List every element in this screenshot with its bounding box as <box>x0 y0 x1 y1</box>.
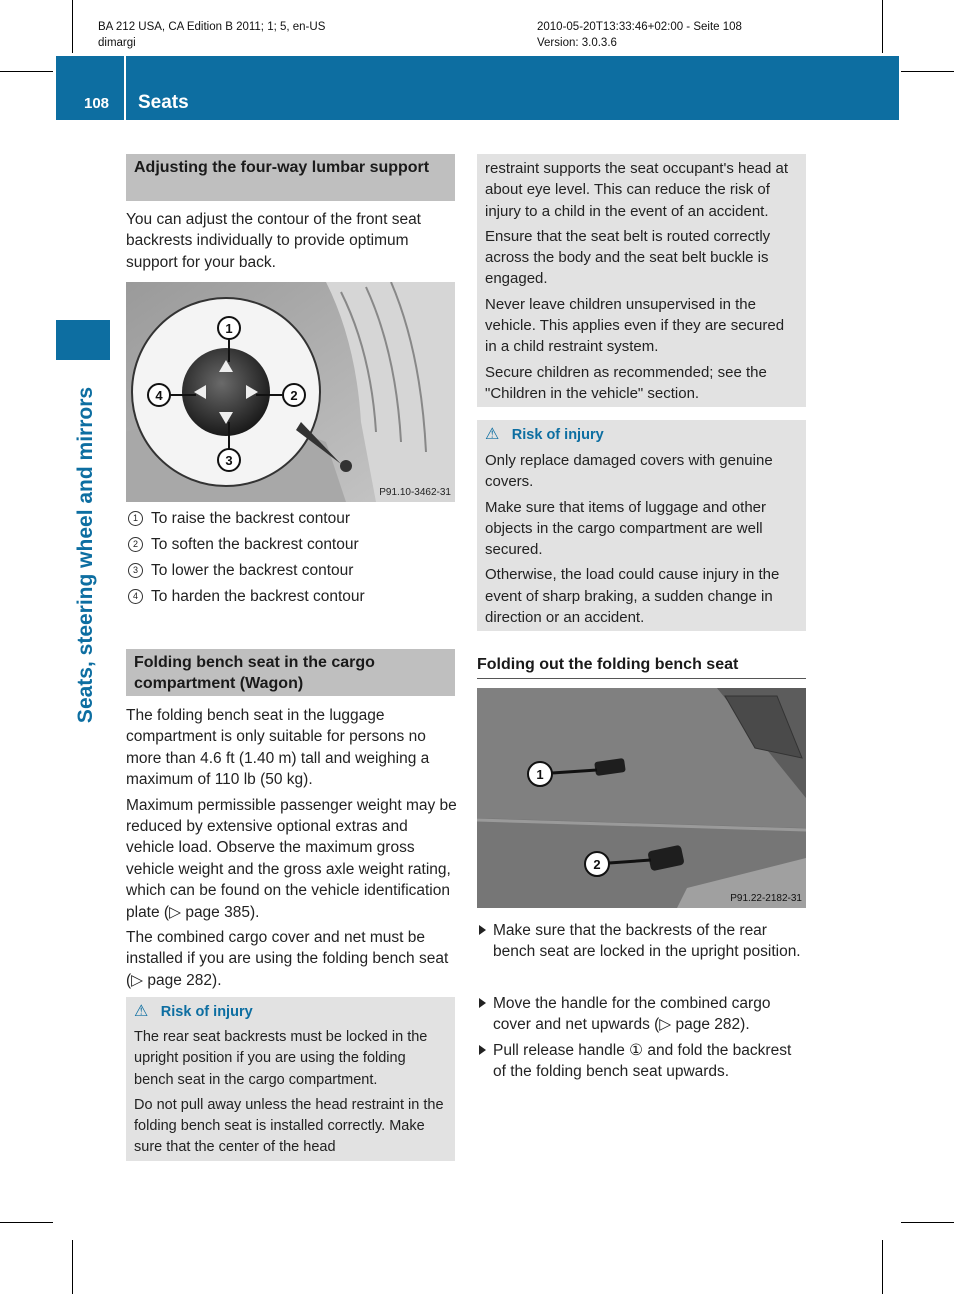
meta-right-line1: 2010-05-20T13:33:46+02:00 - Seite 108 <box>537 21 742 33</box>
warning-text: Only replace damaged covers with genuine covers. <box>485 452 773 491</box>
instruction-step <box>493 1040 808 1083</box>
lumbar-figure-code: P91.10-3462-31 <box>379 487 451 498</box>
header-divider <box>124 56 126 120</box>
lumbar-item <box>128 588 365 606</box>
warning-text: Never leave children unsupervised in the vehicle. This applies even if they are secured in a child restraint system. <box>485 295 785 356</box>
lumbar-item <box>128 562 353 580</box>
section-title: Seats <box>138 92 189 113</box>
warning-box-right <box>477 420 806 631</box>
lumbar-item-text: To harden the backrest contour <box>151 588 365 605</box>
warning-text: The rear seat backrests must be locked in the upright position if you are using the folding bench seat in the cargo compartment. <box>134 1029 428 1088</box>
crop-mark <box>0 1222 53 1223</box>
warning-text: Secure children as recommended; see the "Children in the vehicle" section. <box>485 363 767 402</box>
lumbar-heading: Adjusting the four-way lumbar support <box>134 159 430 176</box>
svg-text:2: 2 <box>593 857 601 872</box>
fold-out-heading-rule <box>477 678 806 679</box>
crop-mark <box>0 71 53 72</box>
svg-text:1: 1 <box>536 767 544 782</box>
instruction-step <box>493 993 808 1036</box>
warning-header <box>485 424 798 444</box>
warning-triangle-icon: ⚠ <box>134 1003 149 1020</box>
crop-mark <box>901 71 954 72</box>
side-tab-marker <box>56 320 110 360</box>
meta-left-line1: BA 212 USA, CA Edition B 2011; 1; 5, en-US <box>98 21 326 33</box>
folding-p2 <box>126 795 458 923</box>
cargo-figure-code: P91.22-2182-31 <box>730 893 802 904</box>
warning-title: Risk of injury <box>160 1004 253 1020</box>
step-arrow-icon <box>479 998 486 1008</box>
folding-heading: Folding bench seat in the cargo compartment (Wagon) <box>134 654 375 692</box>
crop-mark <box>882 1240 883 1294</box>
callout-number: 3 <box>128 563 143 578</box>
warning-box-left <box>126 997 455 1161</box>
crop-mark <box>72 0 73 53</box>
instruction-step-text: Pull release handle ① and fold the backrest of the folding bench seat upwards. <box>493 1042 792 1081</box>
page-reference-link[interactable]: ▷ page 282). <box>131 971 222 989</box>
svg-text:4: 4 <box>155 388 163 403</box>
instruction-step-text: Make sure that the backrests of the rear bench seat are locked in the upright position. <box>493 922 801 961</box>
lumbar-item <box>128 536 359 554</box>
warning-text: Make sure that items of luggage and other objects in the cargo compartment are well secured. <box>485 498 767 559</box>
fold-out-heading: Folding out the folding bench seat <box>477 656 739 673</box>
warning-continued-box <box>477 154 806 407</box>
lumbar-item-text: To soften the backrest contour <box>151 536 359 553</box>
meta-right-line2: Version: 3.0.3.6 <box>537 37 617 49</box>
warning-text: Otherwise, the load could cause injury in the event of sharp braking, a sudden change in direction or an accident. <box>485 566 780 627</box>
warning-header <box>134 1001 447 1021</box>
callout-number: 4 <box>128 589 143 604</box>
folding-p3-text: The combined cargo cover and net must be installed if you are using the folding bench seat ( <box>126 929 449 989</box>
crop-mark <box>882 0 883 53</box>
lumbar-figure <box>126 282 455 502</box>
lumbar-item-text: To lower the backrest contour <box>151 562 354 579</box>
warning-text: Do not pull away unless the head restraint in the folding bench seat is installed correctly. Make sure that the center of the head <box>134 1096 444 1156</box>
svg-text:2: 2 <box>290 388 298 403</box>
folding-p1: The folding bench seat in the luggage compartment is only suitable for persons no more than 4.6 ft (1.40 m) tall and weighing a maximum of 110 lb (50 kg). <box>126 707 430 789</box>
step-arrow-icon <box>479 925 486 935</box>
folding-heading-box <box>126 649 455 696</box>
folding-p2-text: Maximum permissible passenger weight may be reduced by extensive optional extras and vehicle load. Observe the maximum gross vehicle weight and the gross axle weight rating, which can be found on the vehicle identification plate ( <box>126 796 457 921</box>
meta-left-line2: dimargi <box>98 37 136 49</box>
instruction-step-text: Move the handle for the combined cargo cover and net upwards (▷ page 282). <box>493 995 771 1034</box>
callout-number: 1 <box>128 511 143 526</box>
lumbar-heading-box <box>126 154 455 201</box>
lumbar-item-text: To raise the backrest contour <box>151 510 351 527</box>
chapter-side-title: Seats, steering wheel and mirrors <box>74 386 97 724</box>
folding-body <box>126 705 458 991</box>
meta-left <box>98 19 325 51</box>
folding-p3 <box>126 927 458 991</box>
cargo-figure <box>477 688 806 908</box>
svg-text:3: 3 <box>225 453 233 468</box>
step-arrow-icon <box>479 1045 486 1055</box>
warning-triangle-icon: ⚠ <box>485 426 500 443</box>
warning-text: Ensure that the seat belt is routed correctly across the body and the seat belt buckle is engaged. <box>485 227 771 288</box>
instruction-step <box>493 920 808 963</box>
callout-number: 2 <box>128 537 143 552</box>
crop-mark <box>901 1222 954 1223</box>
crop-mark <box>72 1240 73 1294</box>
svg-text:1: 1 <box>225 321 233 336</box>
lumbar-intro: You can adjust the contour of the front seat backrests individually to provide optimum support for your back. <box>126 211 421 271</box>
warning-title: Risk of injury <box>511 427 604 443</box>
meta-right <box>537 19 742 51</box>
page-reference-link[interactable]: ▷ page 385). <box>169 903 260 921</box>
lumbar-item <box>128 510 350 528</box>
warning-text: restraint supports the seat occupant's head at about eye level. This can reduce the risk of injury to a child in the event of an accident. <box>485 160 789 220</box>
page-number: 108 <box>84 95 110 112</box>
